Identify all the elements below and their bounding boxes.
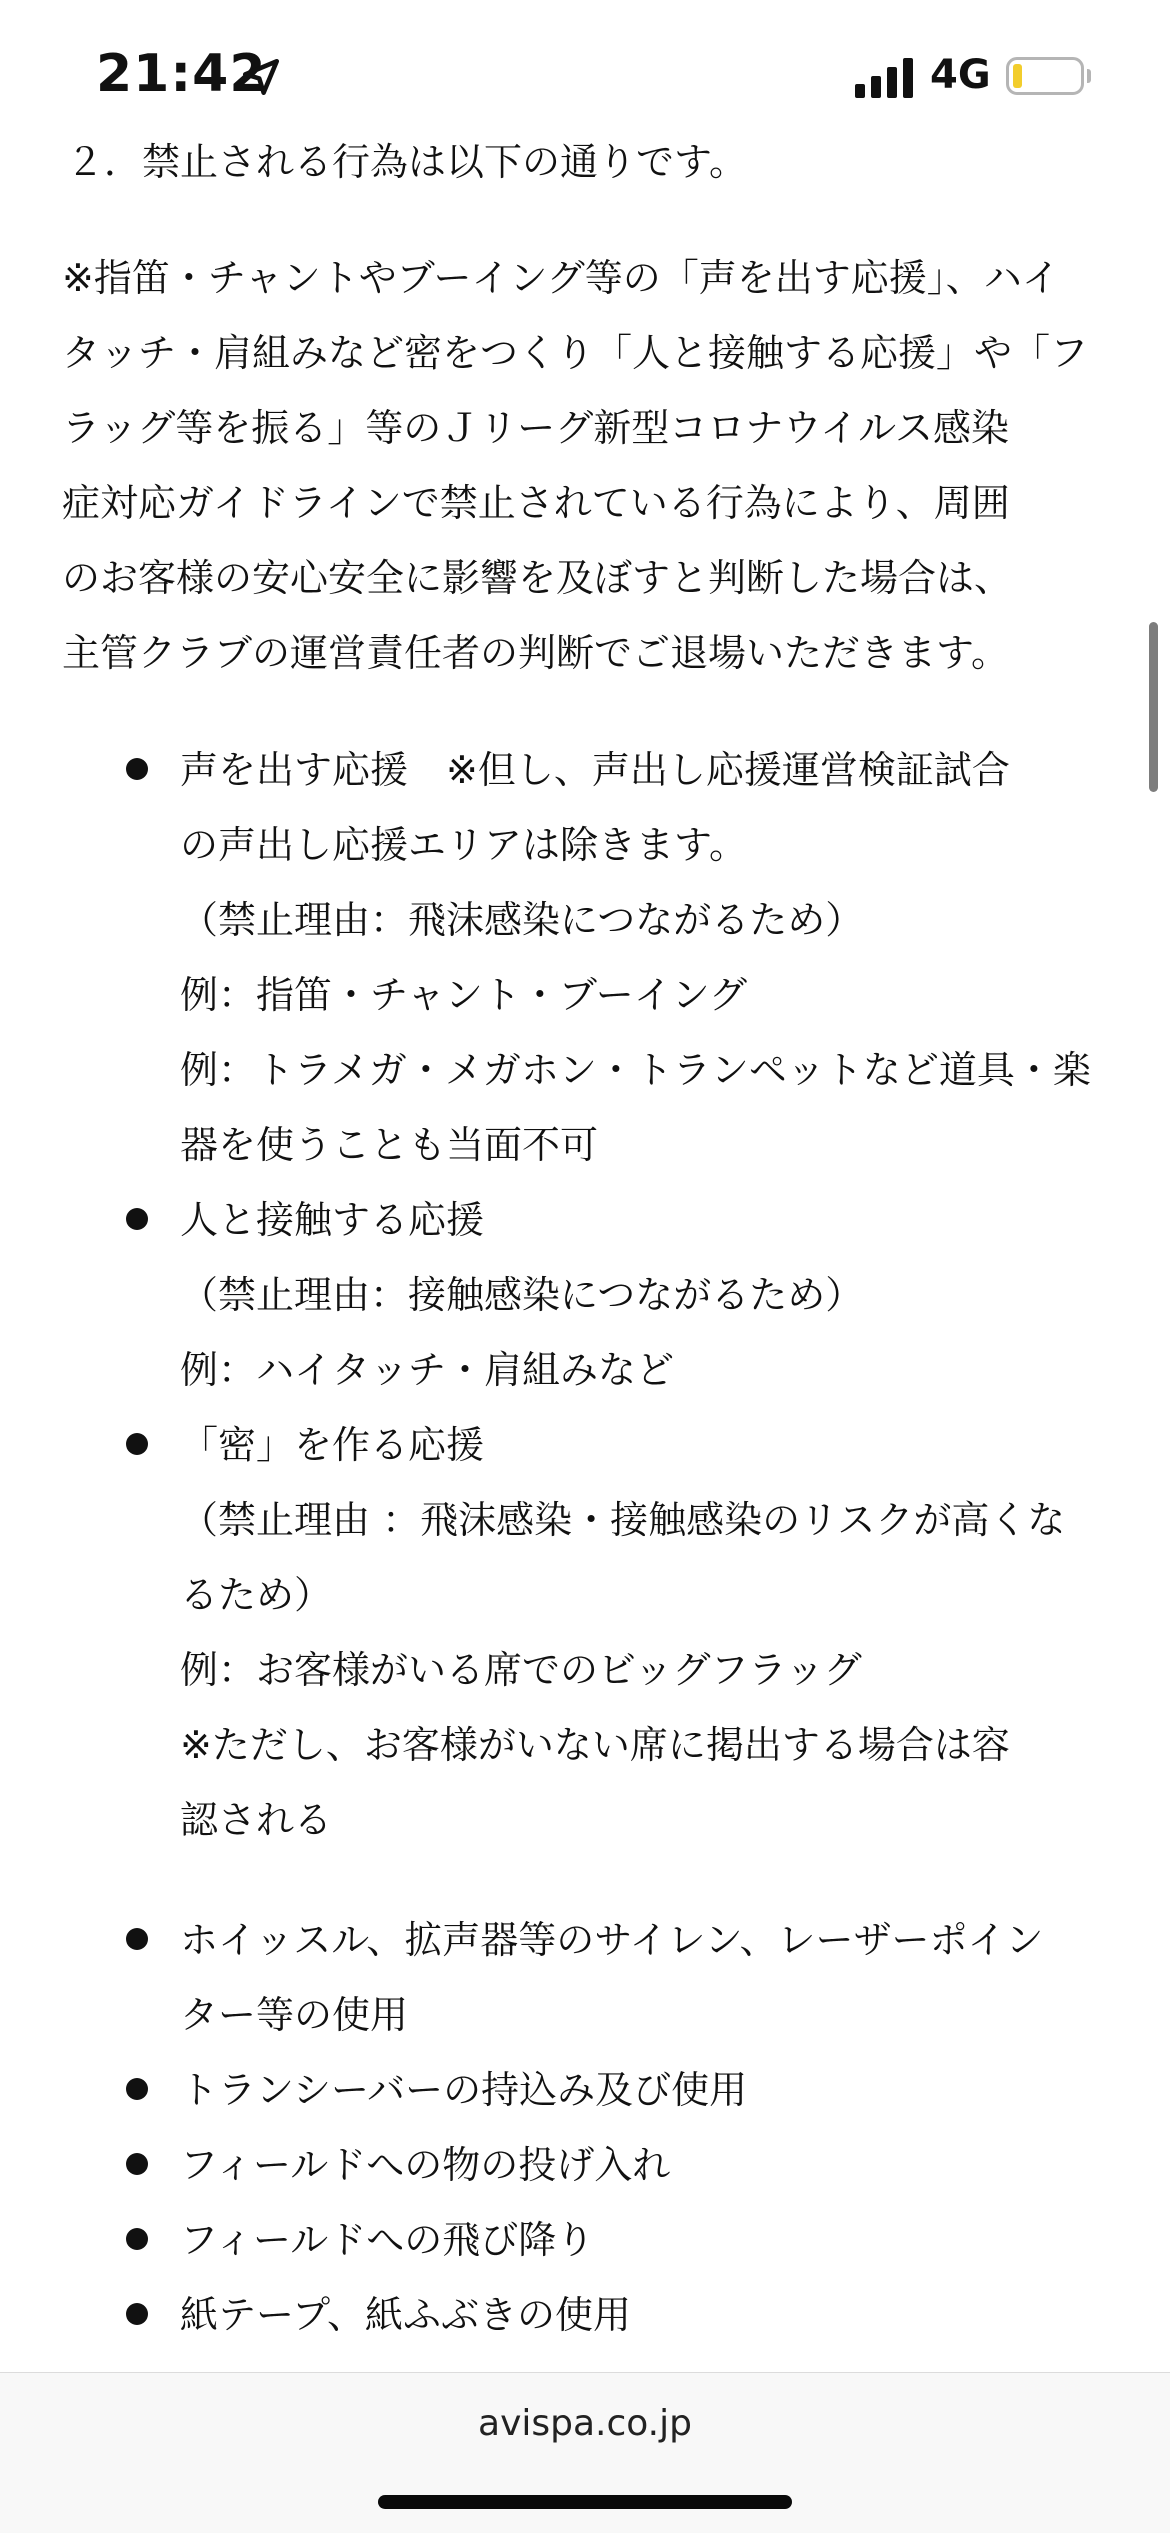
list-item-line: フィールドへの飛び降り <box>180 2218 595 2262</box>
bullet-icon <box>126 1928 148 1950</box>
bullet-icon <box>126 1208 148 1230</box>
list-item-line: 例：お客様がいる席でのビッグフラッグ <box>180 1648 862 1692</box>
cellular-signal-icon <box>855 58 915 98</box>
location-arrow-icon <box>240 56 282 98</box>
notice-line: 症対応ガイドラインで禁止されている行為により、周囲 <box>62 481 1010 525</box>
list-item-line: 器を使うことも当面不可 <box>180 1123 599 1167</box>
notice-line: のお客様の安心安全に影響を及ぼすと判断した場合は、 <box>62 556 1013 600</box>
vertical-scrollbar[interactable] <box>1149 622 1158 792</box>
notice-line: ラッグ等を振る」等のＪリーグ新型コロナウイルス感染 <box>62 406 1009 450</box>
bullet-icon <box>126 758 148 780</box>
list-item-line: 例：トラメガ・メガホン・トランペットなど道具・楽 <box>180 1048 1091 1092</box>
list-item-line: ター等の使用 <box>180 1993 409 2037</box>
list-item-line: の声出し応援エリアは除きます。 <box>180 823 747 867</box>
list-item-line: トランシーバーの持込み及び使用 <box>180 2068 748 2112</box>
battery-icon <box>1006 57 1084 95</box>
notice-line: タッチ・肩組みなど密をつくり「人と接触する応援」や「フ <box>62 331 1089 375</box>
section-heading: ２．禁止される行為は以下の通りです。 <box>66 140 747 184</box>
status-bar <box>0 0 1170 140</box>
list-item-line: ※ただし、お客様がいない席に掲出する場合は容 <box>180 1723 1010 1767</box>
notice-line: 主管クラブの運営責任者の判断でご退場いただきます。 <box>62 631 1009 675</box>
bullet-icon <box>126 2153 148 2175</box>
list-item-line: 「密」を作る応援 <box>180 1423 485 1467</box>
list-item-line: 例：指笛・チャント・ブーイング <box>180 973 747 1017</box>
battery-cap <box>1087 69 1091 83</box>
browser-bottom-bar <box>0 2372 1170 2533</box>
list-item-line: るため） <box>180 1573 333 1617</box>
bullet-icon <box>126 2078 148 2100</box>
network-type: 4G <box>930 52 991 98</box>
bullet-icon <box>126 2228 148 2250</box>
url-label[interactable]: avispa.co.jp <box>478 2403 692 2444</box>
home-indicator[interactable] <box>378 2495 792 2509</box>
list-item-line: 認される <box>180 1798 333 1842</box>
list-item-line: 紙テープ、紙ふぶきの使用 <box>180 2293 632 2337</box>
list-item-line: 声を出す応援 ※但し、声出し応援運営検証試合 <box>180 748 1010 792</box>
battery-level <box>1013 64 1022 88</box>
list-item-line: 例：ハイタッチ・肩組みなど <box>180 1348 675 1392</box>
bullet-icon <box>126 2303 148 2325</box>
list-item-line: （禁止理由：飛沫感染につながるため） <box>180 898 864 942</box>
list-item-line: （禁止理由 ：飛沫感染・接触感染のリスクが高くな <box>180 1498 1066 1542</box>
list-item-line: フィールドへの物の投げ入れ <box>180 2143 671 2187</box>
status-time: 21:42 <box>96 44 267 104</box>
list-item-line: ホイッスル、拡声器等のサイレン、レーザーポイン <box>180 1918 1044 1962</box>
list-item-line: （禁止理由：接触感染につながるため） <box>180 1273 864 1317</box>
notice-line: ※指笛・チャントやブーイング等の「声を出す応援」、ハイ <box>62 256 1060 300</box>
list-item-line: 人と接触する応援 <box>180 1198 485 1242</box>
bullet-icon <box>126 1433 148 1455</box>
